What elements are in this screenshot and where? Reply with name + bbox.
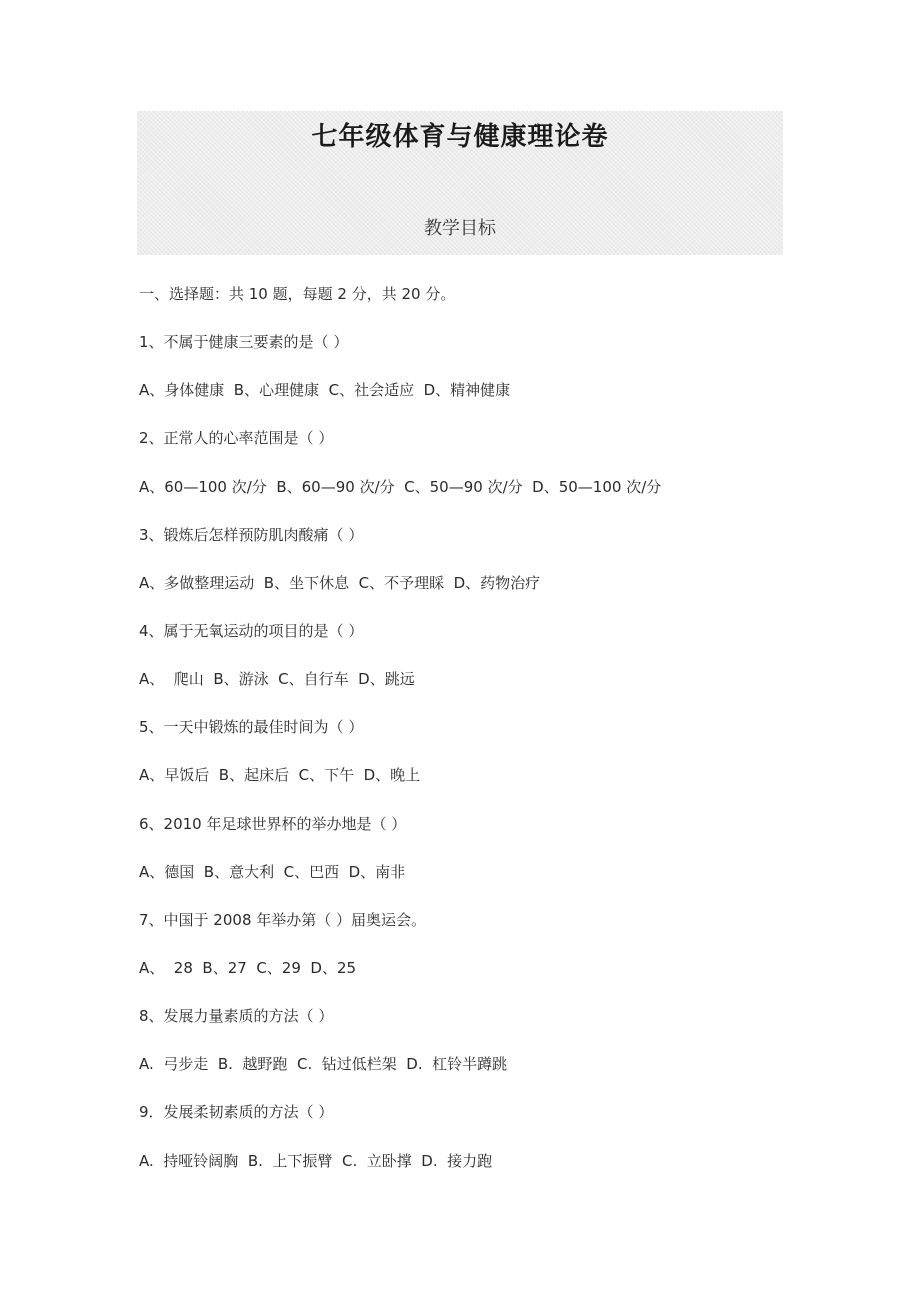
- question-6: 6、2010 年足球世界杯的举办地是（ ）: [139, 814, 407, 833]
- question-6-options: A、德国 B、意大利 C、巴西 D、南非: [139, 862, 406, 881]
- question-9: 9．发展柔韧素质的方法（ ）: [139, 1103, 334, 1122]
- question-7-options: A、 28 B、27 C、29 D、25: [139, 958, 357, 977]
- section-heading: 一、选择题：共 10 题，每题 2 分，共 20 分。: [139, 285, 456, 303]
- question-4-options: A、 爬山 B、游泳 C、自行车 D、跳远: [139, 670, 415, 689]
- document-subtitle: 教学目标: [424, 218, 496, 239]
- question-5: 5、一天中锻炼的最佳时间为（ ）: [139, 718, 364, 737]
- question-list: [139, 282, 859, 1197]
- question-2-options: A、60—100 次/分 B、60—90 次/分 C、50—90 次/分 D、50—100 次/分: [139, 477, 662, 496]
- question-5-options: A、早饭后 B、起床后 C、下午 D、晚上: [139, 766, 421, 785]
- question-4: 4、属于无氧运动的项目的是（ ）: [139, 621, 364, 640]
- question-8: 8、发展力量素质的方法（ ）: [139, 1007, 334, 1026]
- question-3: 3、锻炼后怎样预防肌肉酸痛（ ）: [139, 525, 364, 544]
- question-1: 1、不属于健康三要素的是（ ）: [139, 333, 349, 352]
- question-1-options: A、身体健康 B、心理健康 C、社会适应 D、精神健康: [139, 381, 511, 400]
- question-7: 7、中国于 2008 年举办第（ ）届奥运会。: [139, 910, 427, 929]
- document-title: 七年级体育与健康理论卷: [311, 122, 609, 152]
- question-2: 2、正常人的心率范围是（ ）: [139, 429, 334, 448]
- title-banner: [137, 111, 783, 255]
- question-9-options: A. 持哑铃阔胸 B. 上下振臂 C. 立卧撑 D. 接力跑: [139, 1151, 493, 1170]
- question-8-options: A. 弓步走 B. 越野跑 C. 钻过低栏架 D. 杠铃半蹲跳: [139, 1055, 508, 1074]
- question-3-options: A、多做整理运动 B、坐下休息 C、不予理睬 D、药物治疗: [139, 573, 541, 592]
